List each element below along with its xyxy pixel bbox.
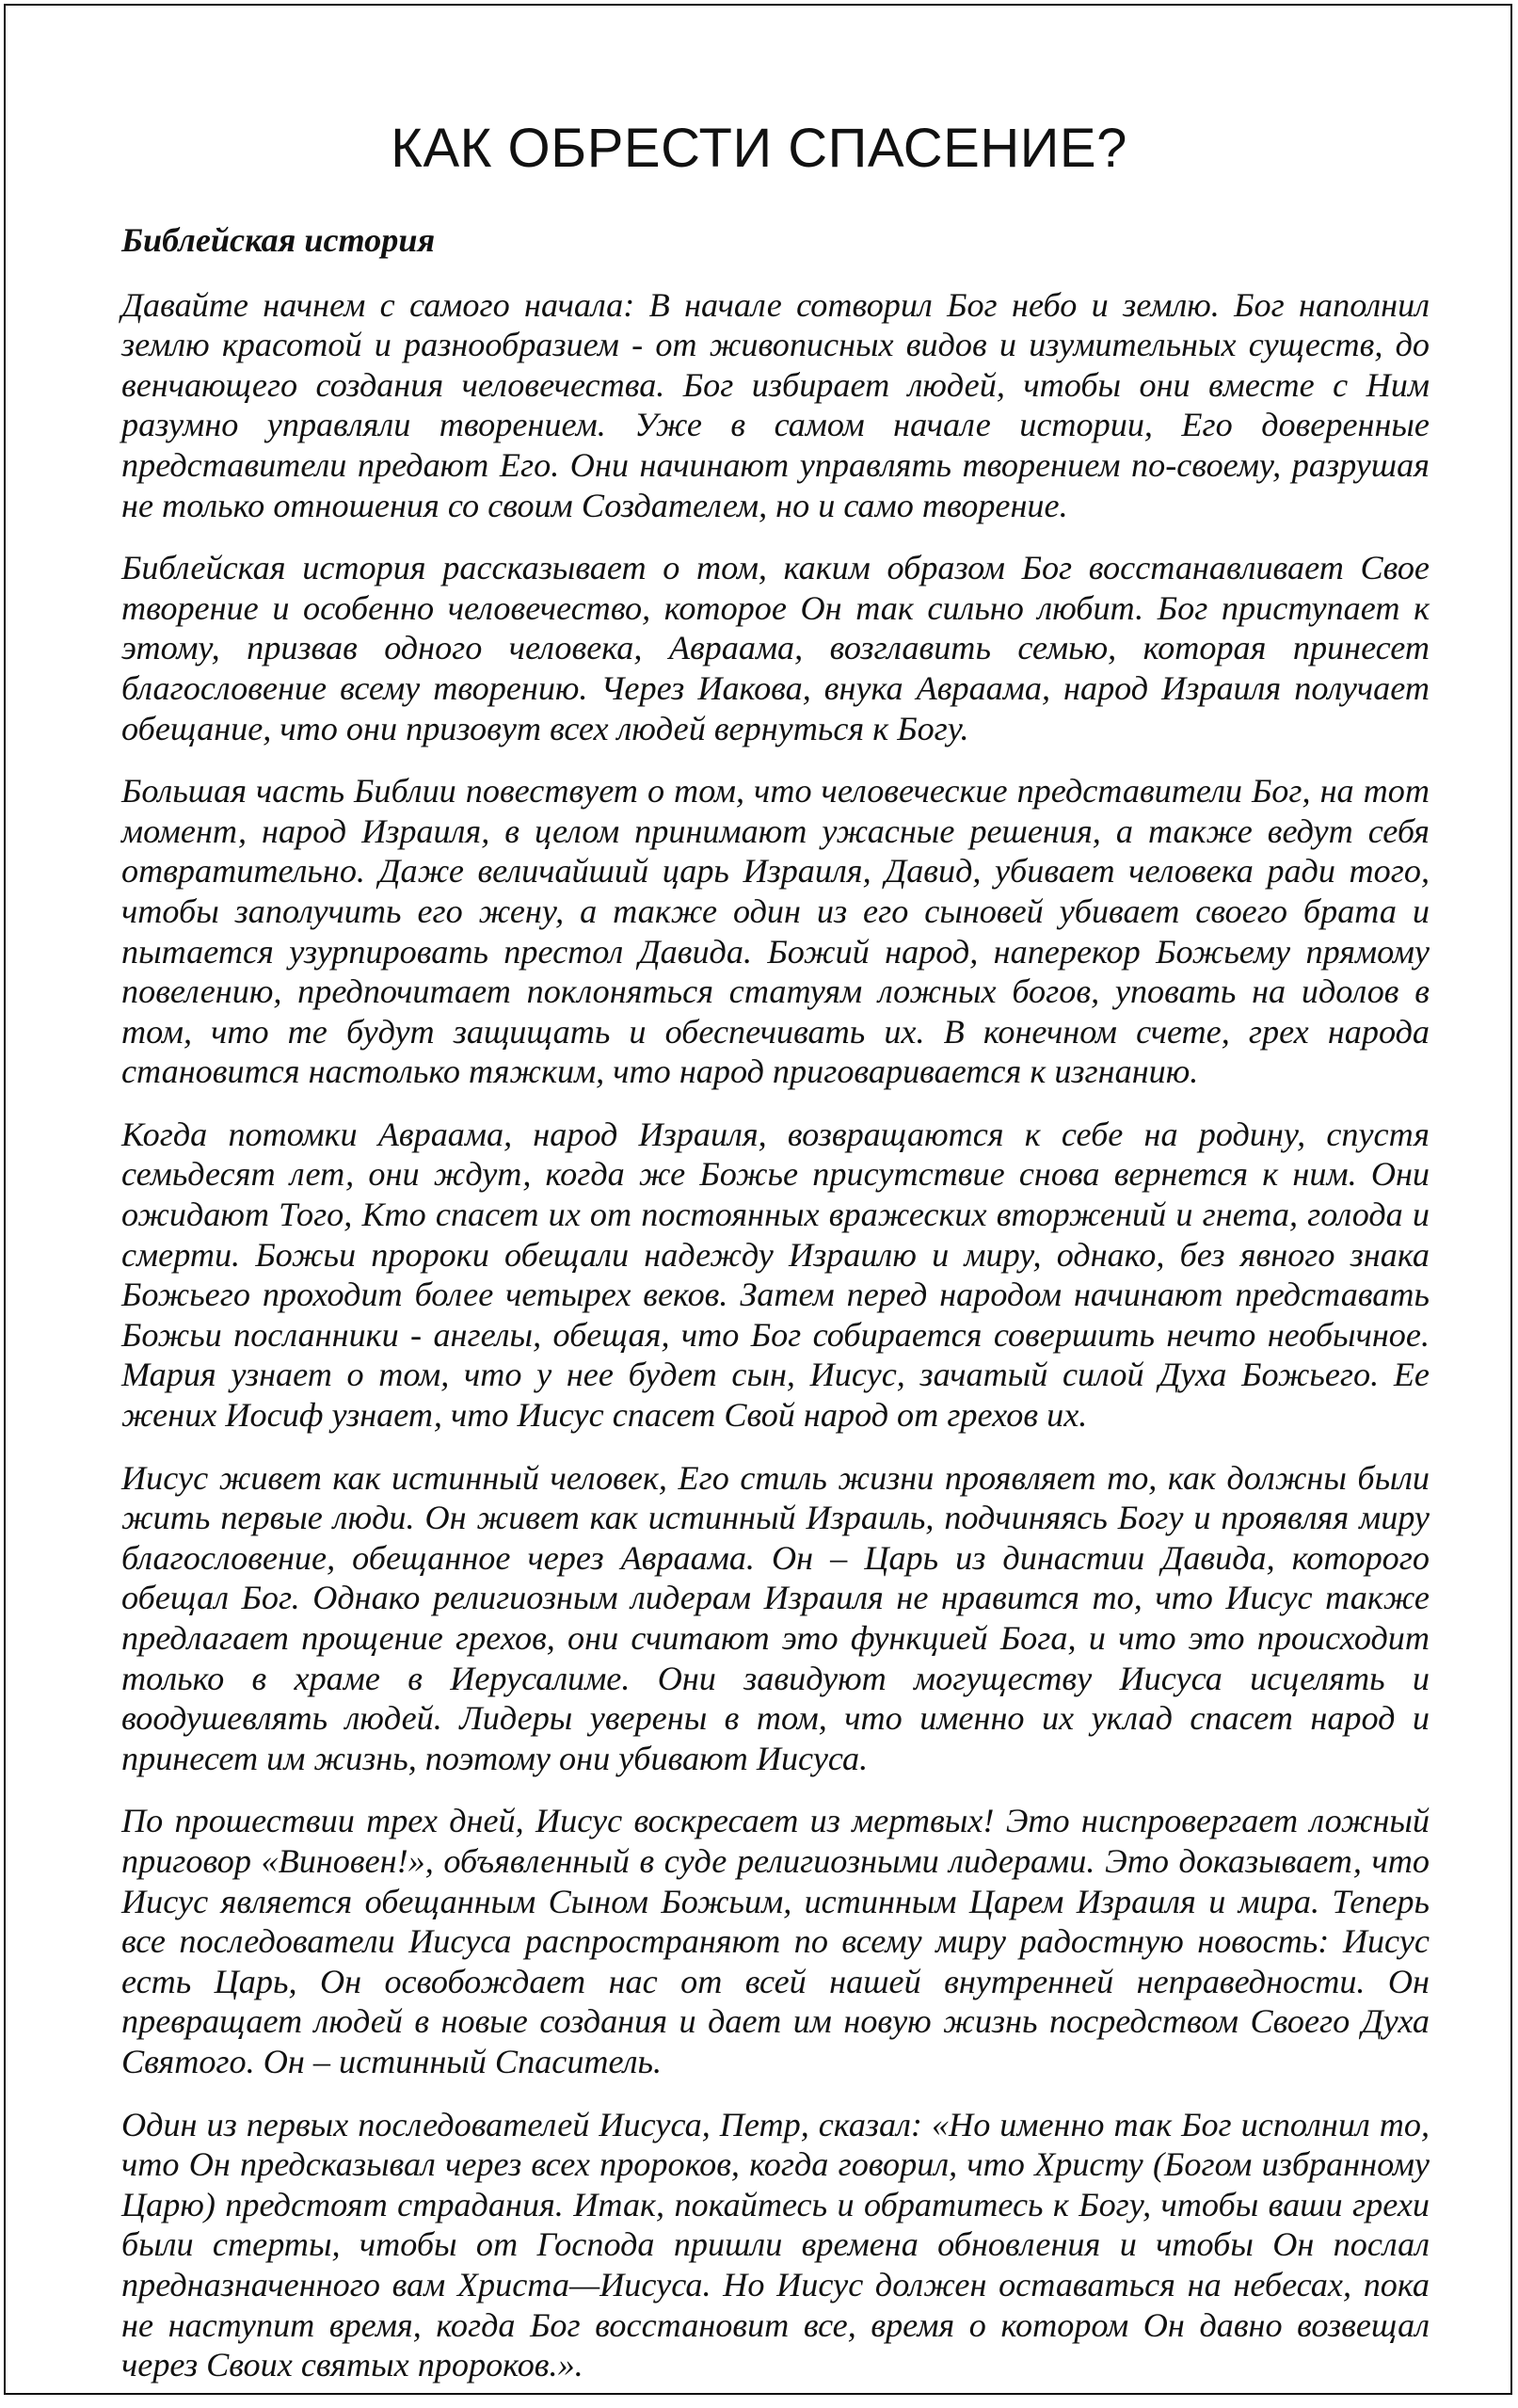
- section-subtitle: Библейская история: [121, 221, 436, 259]
- paragraph-4: Когда потомки Авраама, народ Израиля, возвращаются к себе на родину, спустя семьдесят лет, они ждут, когда же Божье присутствие снова вернется к ним. Они ожидают Того, Кто спасет их от постоянных вражеских вторжений и гнета, голода и смерти. Божьи пророки обещали надежду Израилю и миру, однако, без явного знака Божьего проходит более четырех веков. Затем перед народом начинают представать Божьи посланники - ангелы, обещая, что Бог собирается совершить нечто необычное. Мария узнает о том, что у нее будет сын, Иисус, зачатый силой Духа Божьего. Ее жених Иосиф узнает, что Иисус спасет Свой народ от грехов их.: [121, 1115, 1430, 1435]
- paragraph-2: Библейская история рассказывает о том, каким образом Бог восстанавливает Свое творение и особенно человечество, которое Он так сильно любит. Бог приступает к этому, призвав одного человека, Авраама, возглавить семью, которая принесет благословение всему творению. Через Иакова, внука Авраама, народ Израиля получает обещание, что они призовут всех людей вернуться к Богу.: [121, 549, 1430, 747]
- page-title: КАК ОБРЕСТИ СПАСЕНИЕ?: [391, 118, 1127, 179]
- paragraph-3: Большая часть Библии повествует о том, что человеческие представители Бог, на тот момент, народ Израиля, в целом принимают ужасные решения, а также ведут себя отвратительно. Даже величайший царь Израиля, Давид, убивает человека ради того, чтобы заполучить его жену, а также один из его сыновей убивает своего брата и пытается узурпировать престол Давида. Божий народ, наперекор Божьему прямому повелению, предпочитает поклоняться статуям ложных богов, уповать на идолов в том, что те будут защищать и обеспечивать их. В конечном счете, грех народа становится настолько тяжким, что народ приговаривается к изгнанию.: [121, 772, 1430, 1091]
- paragraph-5: Иисус живет как истинный человек, Его стиль жизни проявляет то, как должны были жить первые люди. Он живет как истинный Израиль, подчиняясь Богу и проявляя миру благословение, обещанное через Авраама. Он – Царь из династии Давида, которого обещал Бог. Однако религиозным лидерам Израиля не нравится то, что Иисус также предлагает прощение грехов, они считают это функцией Бога, и что это происходит только в храме в Иерусалиме. Они завидуют могуществу Иисуса исцелять и воодушевлять людей. Лидеры уверены в том, что именно их уклад спасет народ и принесет им жизнь, поэтому они убивают Иисуса.: [121, 1458, 1430, 1777]
- paragraph-1: Давайте начнем с самого начала: В начале сотворил Бог небо и землю. Бог наполнил землю красотой и разнообразием - от живописных видов и изумительных существ, до венчающего создания человечества. Бог избирает людей, чтобы они вместе с Ним разумно управляли творением. Уже в самом начале истории, Его доверенные представители предают Его. Они начинают управлять творением по-своему, разрушая не только отношения со своим Создателем, но и само творение.: [121, 285, 1430, 524]
- paragraph-7: Один из первых последователей Иисуса, Петр, сказал: «Но именно так Бог исполнил то, что Он предсказывал через всех пророков, когда говорил, что Христу (Богом избранному Царю) предстоят страдания. Итак, покайтесь и обратитесь к Богу, чтобы ваши грехи были стерты, чтобы от Господа пришли времена обновления и чтобы Он послал предназначенного вам Христа—Иисуса. Но Иисус должен оставаться на небесах, пока не наступит время, когда Бог восстановит все, время о котором Он давно возвещал через Своих святых пророков.».: [121, 2105, 1430, 2384]
- article-body: [121, 220, 1430, 2408]
- paragraph-6: По прошествии трех дней, Иисус воскресает из мертвых! Это ниспровергает ложный приговор «Виновен!», объявленный в суде религиозными лидерами. Это доказывает, что Иисус является обещанным Сыном Божьим, истинным Царем Израиля и мира. Теперь все последователи Иисуса распространяют по всему миру радостную новость: Иисус есть Царь, Он освобождает нас от всей нашей внутренней неправедности. Он превращает людей в новые создания и дает им новую жизнь посредством Своего Духа Святого. Он – истинный Спаситель.: [121, 1802, 1430, 2080]
